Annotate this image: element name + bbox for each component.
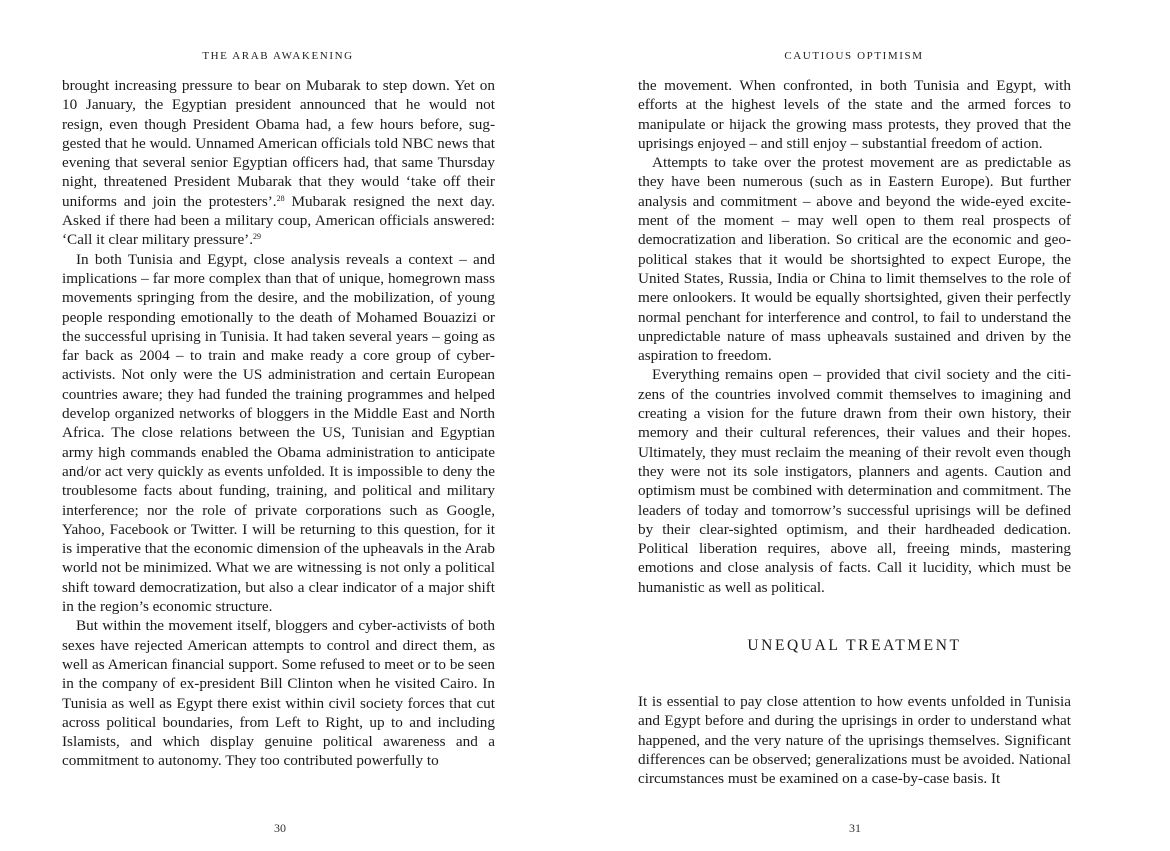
running-head-right: CAUTIOUS OPTIMISM	[784, 50, 924, 62]
paragraph: It is essential to pay close attention to how events unfolded in Tunisia and Egypt before and during the uprisings in order to understand what happened, and the very nature of the uprisings themselves. Significant differences can be observed; generalizations must be avoided. National circumstances must be examined on a case-by-case basis. It	[638, 693, 1071, 788]
left-page-body	[62, 76, 495, 771]
section-heading: UNEQUAL TREATMENT	[747, 637, 962, 655]
footnote-ref-29: 29	[253, 232, 262, 242]
paragraph: Attempts to take over the protest movement are as predictable as they have been numerous (such as in Eastern Europe). But further analysis and commitment – above and beyond the wide-eyed excitement of the moment – may well open to them real prospects of democratization and liberation. So critical are the economic and geopolitical stakes that it would be shortsighted to expect Europe, the United States, Russia, India or China to limit themselves to the role of mere onlookers. It would be equally shortsighted, given their perfectly normal penchant for interference and control, to fail to understand the unpredictable nature of mass upheavals sustained and driven by the aspiration to freedom.	[638, 154, 1071, 365]
paragraph-text: Mubarak resigned the next day. Asked if there had been a military coup, American officials answered: ‘Call it clear military pressure’.	[62, 192, 495, 249]
paragraph: But within the movement itself, bloggers and cyber-activists of both sexes have rejected American attempts to control and direct them, as well as American financial support. Some refused to meet or to be seen in the company of ex-president Bill Clinton when he visited Cairo. In Tunisia as well as Egypt there exist within civil society forces that cut across political boundaries, from Left to Right, up to and including Islamists, and which display genuine political awareness and a commitment to autonomy. They too contributed powerfully to	[62, 617, 495, 770]
page-number-right: 31	[849, 821, 861, 835]
paragraph: the movement. When confronted, in both Tunisia and Egypt, with efforts at the highest levels of the state and the armed forces to manipulate or hijack the growing mass protests, they proved that the uprisings enjoyed – and still enjoy – substantial freedom of action.	[638, 77, 1071, 152]
right-page-body	[638, 76, 1071, 789]
paragraph-text: brought increasing pressure to bear on Mubarak to step down. Yet on 10 January, the Egyptian president announced that he would not resign, even though President Obama had, a few hours before, suggested that he would. Unnamed American officials told NBC news that evening that several senior Egyptian officers had, that same Thursday night, threatened President Mubarak that they would ‘take off their uniforms and join the protesters’.	[62, 77, 495, 210]
paragraph: Everything remains open – provided that civil society and the citizens of the countries involved commit themselves to imagining and creating a vision for the future drawn from their own history, their memory and their cultural references, their values and their hopes. Ultimately, they must reclaim the meaning of their revolt even though they were not its sole instigators, planners and agents. Caution and optimism must be combined with determination and commitment. The leaders of today and tomorrow’s successful uprisings will be defined by their clear-sighted optimism, and their hardheaded dedication. Political liberation requires, above all, freeing minds, mastering emotions and close analysis of facts. Call it lucidity, which must be humanistic as well as political.	[638, 366, 1071, 596]
running-head-left: THE ARAB AWAKENING	[202, 50, 354, 62]
paragraph: In both Tunisia and Egypt, close analysis reveals a context – and implications – far more complex than that of unique, homegrown mass movements springing from the desire, and the mobilization, of young people responding emotionally to the death of Mohamed Bouazizi or the successful uprising in Tunisia. It had taken several years – going as far back as 2004 – to train and make ready a core group of cyber-activists. Not only were the US administration and certain European countries aware; they had funded the training programmes and helped develop organized networks of bloggers in the Middle East and North Africa. The close relations between the US, Tunisian and Egyptian army high commands enabled the Obama administration to anticipate and/or act very quickly as events unfolded. It is impossible to deny the troublesome facts about funding, training, and political and military interference; nor the role of private corporations such as Google, Yahoo, Facebook or Twitter. I will be returning to this question, for it is imperative that the economic dimension of the upheavals in the Arab world not be minimized. What we are witnessing is not only a political shift toward democratization, but also a clear indicator of a major shift in the region’s economic structure.	[62, 250, 495, 616]
paragraph	[62, 76, 495, 250]
footnote-ref-28: 28	[276, 193, 285, 203]
page-number-left: 30	[274, 821, 286, 835]
right-page	[585, 0, 1170, 851]
